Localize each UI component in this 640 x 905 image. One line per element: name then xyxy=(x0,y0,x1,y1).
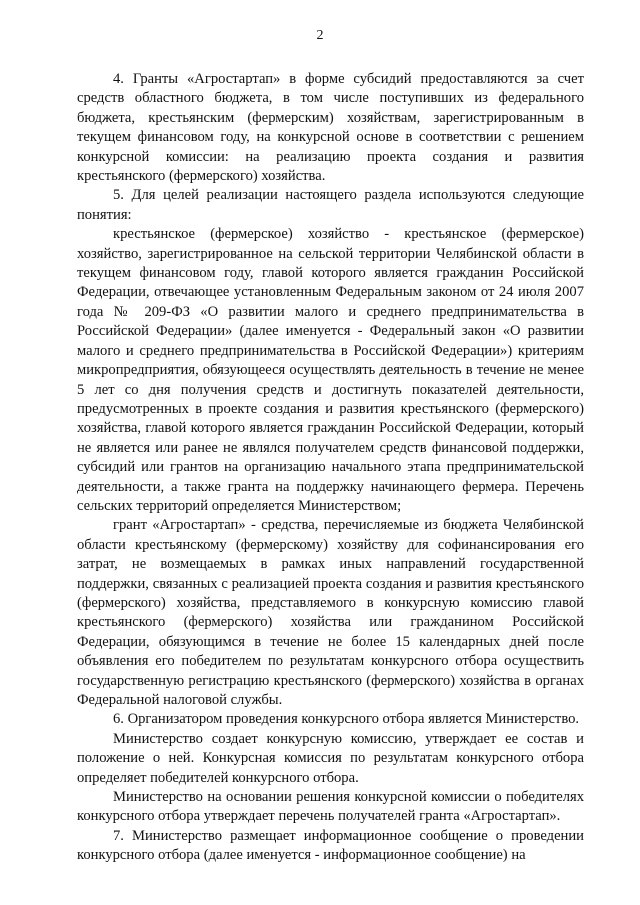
page-number: 2 xyxy=(316,28,324,43)
paragraph-definition-farm: крестьянское (фермерское) хозяйство - крестьянское (фермерское) хозяйство, зарегистрированное на сельской территории Челябинской области в текущем финансовом году, главой которого является гражданин Российской Федерации, отвечающее установленным Федеральным законом от 24 июля 2007 года № 209-ФЗ «О развитии малого и среднего предпринимательства в Российской Федерации» (далее именуется - Федеральный закон «О развитии малого и среднего предпринимательства в Российской Федерации») критериям микропредприятия, обязующееся осуществлять деятельность в течение не менее 5 лет со дня получения средств и достигнуть показателей деятельности, предусмотренных в проекте создания и развития крестьянского (фермерского) хозяйства, главой которого является гражданин Российской Федерации, который не является или ранее не являлся получателем средств финансовой поддержки, субсидий или грантов на организацию начального этапа предпринимательской деятельности, а также гранта на поддержку начинающего фермера. Перечень сельских территорий определяется Министерством; xyxy=(77,226,584,514)
document-body xyxy=(77,70,584,866)
paragraph-5-definitions-intro: 5. Для целей реализации настоящего раздела используются следующие понятия: xyxy=(77,187,584,223)
paragraph-7-announcement: 7. Министерство размещает информационное сообщение о проведении конкурсного отбора (далее именуется - информационное сообщение) на xyxy=(77,827,584,864)
paragraph-definition-grant: грант «Агростартап» - средства, перечисляемые из бюджета Челябинской области крестьянскому (фермерскому) хозяйству для софинансирования его затрат, не возмещаемых в рамках иных направлений государственной поддержки, связанных с реализацией проекта создания и развития крестьянского (фермерского) хозяйства, представляемого в конкурсную комиссию главой крестьянского (фермерского) хозяйства или гражданином Российской Федерации, обязующимся в течение не более 15 календарных дней после объявления его победителем по результатам конкурсного отбора осуществить государственную регистрацию крестьянского (фермерского) хозяйства в органах Федеральной налоговой службы. xyxy=(77,517,584,708)
paragraph-6-organizer: 6. Организатором проведения конкурсного отбора является Министерство. xyxy=(113,711,580,728)
paragraph-commission: Министерство создает конкурсную комиссию, утверждает ее состав и положение о ней. Конкурсная комиссия по результатам конкурсного отбора определяет победителей конкурсного отбора. xyxy=(77,730,584,786)
paragraph-winners-list: Министерство на основании решения конкурсной комиссии о победителях конкурсного отбора утверждает перечень получателей гранта «Агростартап». xyxy=(77,789,584,825)
paragraph-4-grants: 4. Гранты «Агростартап» в форме субсидий предоставляются за счет средств областного бюджета, в том числе поступивших из федерального бюджета, крестьянским (фермерским) хозяйствам, зарегистрированным в текущем финансовом году, на конкурсной основе в соответствии с решением конкурсной комиссии: на реализацию проекта создания и развития крестьянского (фермерского) хозяйства. xyxy=(77,71,584,185)
